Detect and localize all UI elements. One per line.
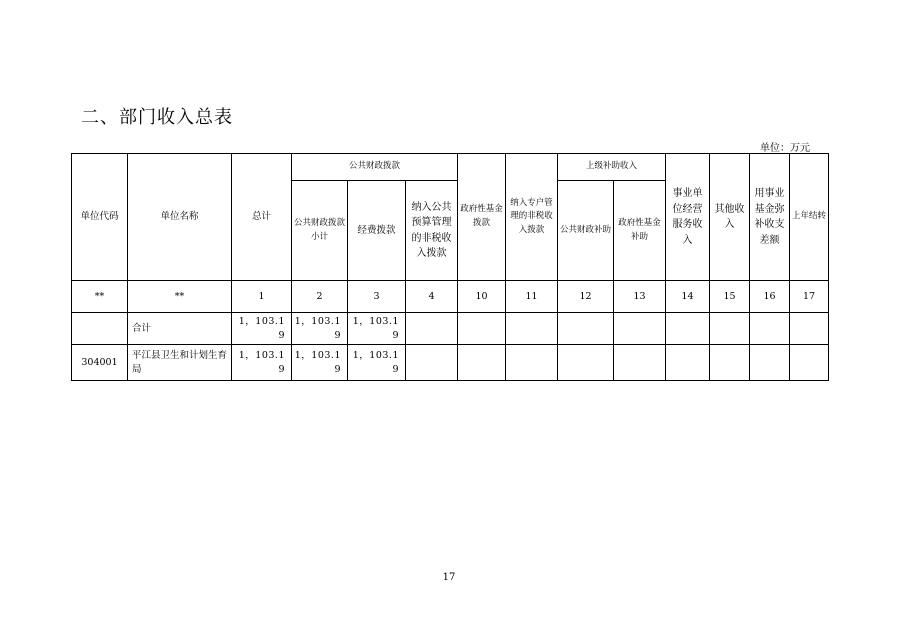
header-gov-fund: 政府性基金拨款 (458, 154, 506, 281)
header-business-service: 事业单位经营服务收入 (666, 154, 710, 281)
header-superior-subsidy: 上级补助收入 (558, 154, 666, 181)
empty-cell (750, 313, 790, 345)
subtotal-cell: 1，103.19 (292, 345, 348, 381)
header-unit-code: 单位代码 (72, 154, 128, 281)
empty-cell (406, 345, 458, 381)
empty-cell (458, 313, 506, 345)
empty-cell (750, 345, 790, 381)
empty-cell (666, 345, 710, 381)
funds-cell: 1，103.19 (348, 345, 406, 381)
header-special-non-tax: 纳入专户管理的非税收入拨款 (506, 154, 558, 281)
header-non-tax-budget: 纳入公共预算管理的非税收入拨款 (406, 181, 458, 281)
table-row (72, 313, 829, 345)
index-cell: 14 (666, 281, 710, 313)
total-cell: 1，103.19 (232, 345, 292, 381)
index-cell: 3 (348, 281, 406, 313)
header-unit-name: 单位名称 (128, 154, 232, 281)
index-cell: 2 (292, 281, 348, 313)
unit-label: 单位：万元 (760, 143, 810, 154)
unit-name-cell: 合计 (128, 313, 232, 345)
empty-cell (558, 345, 614, 381)
subtotal-cell: 1，103.19 (292, 313, 348, 345)
empty-cell (666, 313, 710, 345)
header-gov-fund-subsidy: 政府性基金补助 (614, 181, 666, 281)
empty-cell (506, 345, 558, 381)
unit-code-cell: 304001 (72, 345, 128, 381)
empty-cell (614, 345, 666, 381)
header-public-finance-subtotal: 公共财政拨款小计 (292, 181, 348, 281)
empty-cell (710, 345, 750, 381)
empty-cell (406, 313, 458, 345)
header-funds-allocation: 经费拨款 (348, 181, 406, 281)
header-other-income: 其他收入 (710, 154, 750, 281)
header-carryover: 上年结转 (790, 154, 829, 281)
header-public-finance-subsidy: 公共财政补助 (558, 181, 614, 281)
index-cell: 4 (406, 281, 458, 313)
empty-cell (614, 313, 666, 345)
empty-cell (458, 345, 506, 381)
index-cell: 13 (614, 281, 666, 313)
header-fund-balance: 用事业基金弥补收支差额 (750, 154, 790, 281)
header-total: 总计 (232, 154, 292, 281)
empty-cell (790, 345, 829, 381)
income-summary-table (71, 153, 829, 381)
page-title: 二、部门收入总表 (81, 107, 233, 128)
index-cell: 16 (750, 281, 790, 313)
empty-cell (710, 313, 750, 345)
table-row (72, 345, 829, 381)
empty-cell (790, 313, 829, 345)
index-row (72, 281, 829, 313)
empty-cell (506, 313, 558, 345)
index-cell: 11 (506, 281, 558, 313)
index-cell: 12 (558, 281, 614, 313)
total-cell: 1，103.19 (232, 313, 292, 345)
index-cell: ** (72, 281, 128, 313)
header-public-finance: 公共财政拨款 (292, 154, 458, 181)
index-cell: 10 (458, 281, 506, 313)
unit-code-cell (72, 313, 128, 345)
page-number: 17 (442, 572, 456, 583)
index-cell: 1 (232, 281, 292, 313)
empty-cell (558, 313, 614, 345)
unit-name-cell: 平江县卫生和计划生育局 (128, 345, 232, 381)
funds-cell: 1，103.19 (348, 313, 406, 345)
index-cell: 17 (790, 281, 829, 313)
index-cell: 15 (710, 281, 750, 313)
index-cell: ** (128, 281, 232, 313)
